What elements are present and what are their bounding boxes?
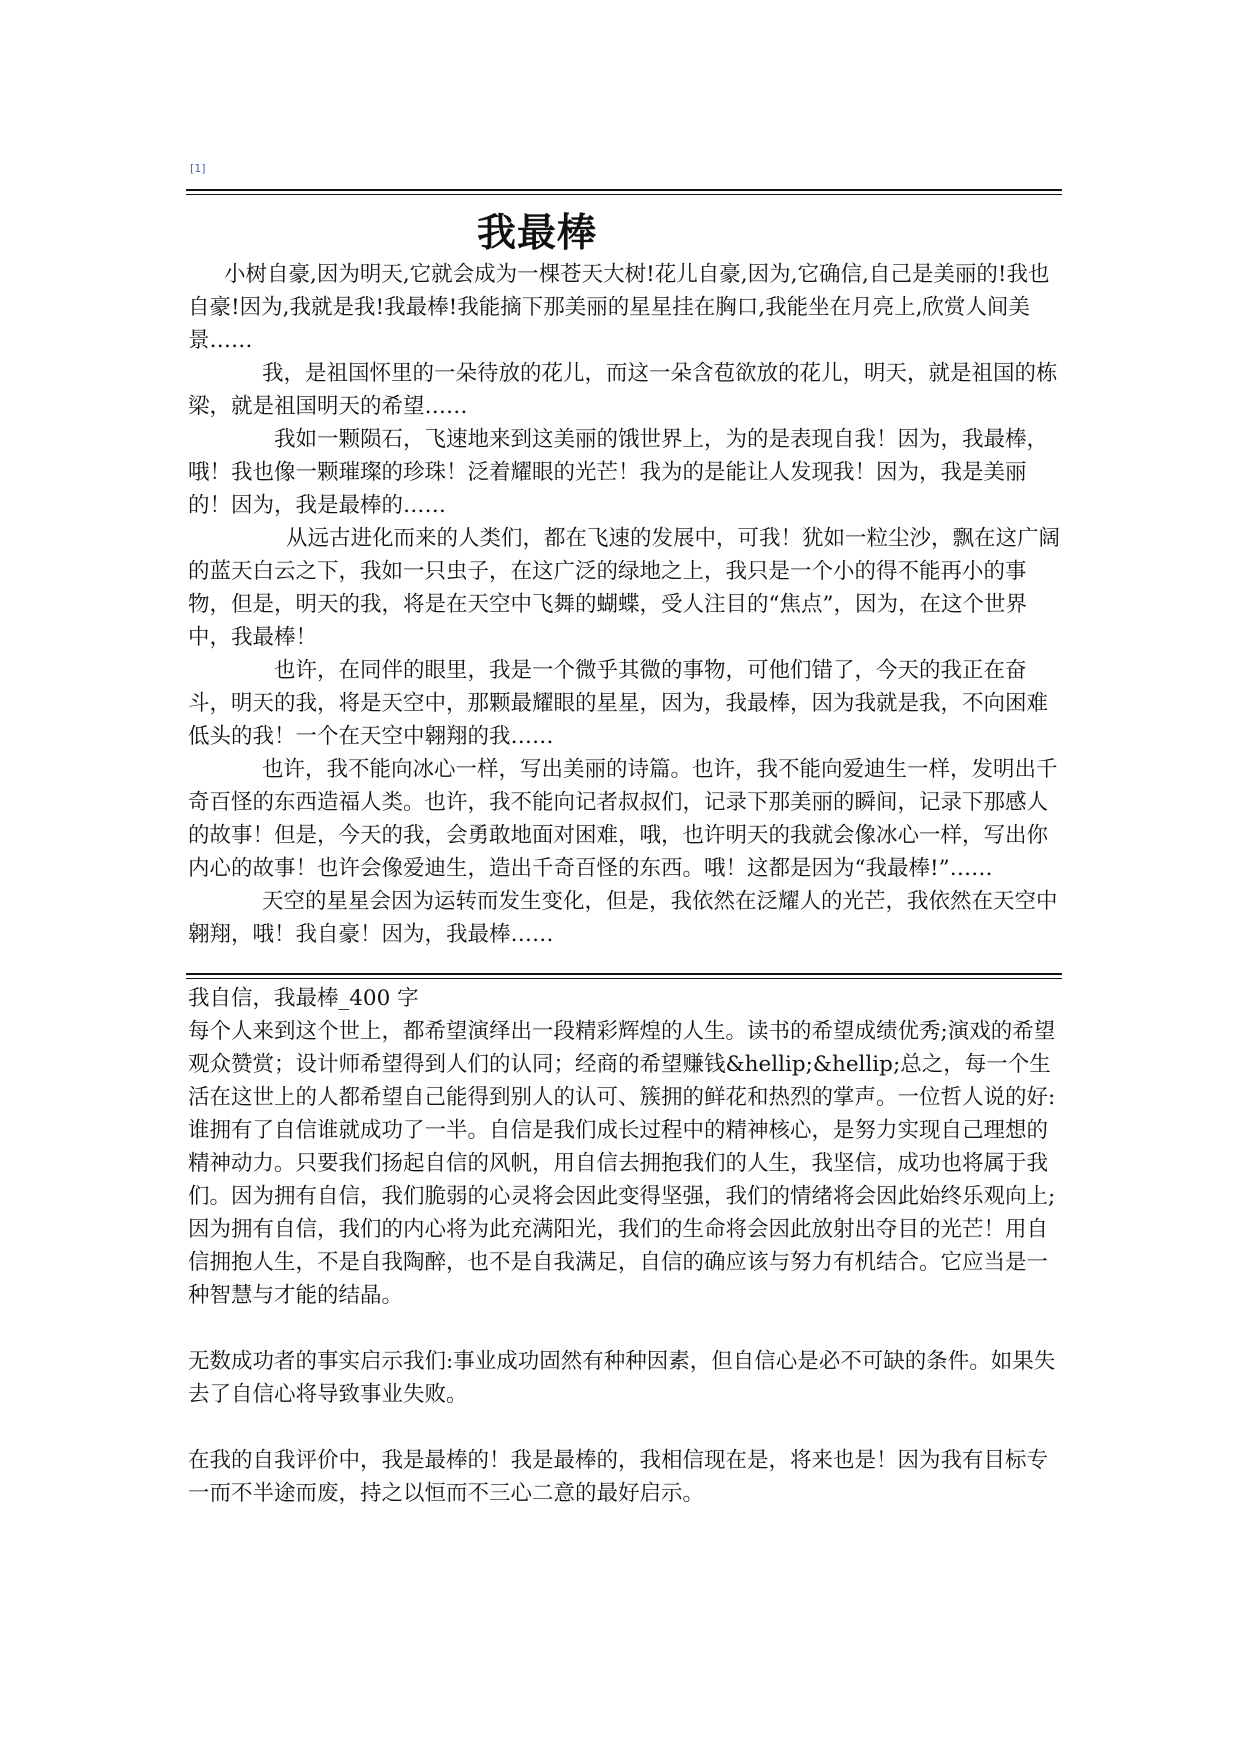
paragraph: 也许，我不能向冰心一样，写出美丽的诗篇。也许，我不能向爱迪生一样，发明出千奇百怪的东西造福人类。也许，我不能向记者叔叔们，记录下那美丽的瞬间，记录下那感人的故事！但是，今天的我，会勇敢地面对困难，哦，也许明天的我就会像冰心一样，写出你内心的故事！也许会像爱迪生，造出千奇百怪的东西。哦！这都是因为“我最棒!”……	[188, 757, 1058, 881]
paragraph: 每个人来到这个世上，都希望演绎出一段精彩辉煌的人生。读书的希望成绩优秀;演戏的希望观众赞赏；设计师希望得到人们的认同；经商的希望赚钱&hellip;&hellip;总之，每一个生活在这世上的人都希望自己能得到别人的认可、簇拥的鲜花和热烈的掌声。一位哲人说的好:谁拥有了自信谁就成功了一半。自信是我们成长过程中的精神核心，是努力实现自己理想的精神动力。只要我们扬起自信的风帆，用自信去拥抱我们的人生，我坚信，成功也将属于我们。因为拥有自信，我们脆弱的心灵将会因此变得坚强，我们的情绪将会因此始终乐观向上;因为拥有自信，我们的内心将为此充满阳光，我们的生命将会因此放射出夺目的光芒！用自信拥抱人生，不是自我陶醉，也不是自我满足，自信的确应该与努力有机结合。它应当是一种智慧与才能的结晶。	[188, 1019, 1056, 1308]
section-divider	[186, 973, 1062, 979]
paragraph: 我，是祖国怀里的一朵待放的花儿，而这一朵含苞欲放的花儿，明天，就是祖国的栋梁，就是祖国明天的希望……	[188, 361, 1058, 419]
paragraph: 也许，在同伴的眼里，我是一个微乎其微的事物，可他们错了，今天的我正在奋斗，明天的我，将是天空中，那颗最耀眼的星星，因为，我最棒，因为我就是我，不向困难低头的我！一个在天空中翱翔的我……	[188, 658, 1049, 749]
paragraph: 小树自豪,因为明天,它就会成为一棵苍天大树!花儿自豪,因为,它确信,自己是美丽的!我也自豪!因为,我就是我!我最棒!我能摘下那美丽的星星挂在胸口,我能坐在月亮上,欣赏人间美景……	[188, 262, 1050, 353]
footnote-marker[interactable]: [1]	[190, 162, 206, 175]
article-1-body	[188, 258, 1060, 951]
paragraph: 无数成功者的事实启示我们:事业成功固然有种种因素，但自信心是必不可缺的条件。如果失去了自信心将导致事业失败。	[188, 1349, 1056, 1407]
article-2-body	[188, 982, 1060, 1510]
paragraph: 天空的星星会因为运转而发生变化，但是，我依然在泛耀人的光芒，我依然在天空中翱翔，哦！我自豪！因为，我最棒……	[188, 889, 1058, 947]
header-divider	[186, 189, 1062, 195]
paragraph-gap	[188, 1411, 1060, 1444]
paragraph: 从远古进化而来的人类们，都在飞速的发展中，可我！犹如一粒尘沙，飘在这广阔的蓝天白云之下，我如一只虫子，在这广泛的绿地之上，我只是一个小的得不能再小的事物，但是，明天的我，将是在天空中飞舞的蝴蝶，受人注目的“焦点”，因为，在这个世界中，我最棒！	[188, 526, 1061, 650]
paragraph: 在我的自我评价中，我是最棒的！我是最棒的，我相信现在是，将来也是！因为我有目标专一而不半途而废，持之以恒而不三心二意的最好启示。	[188, 1448, 1049, 1506]
article-title: 我最棒	[476, 210, 597, 256]
paragraph-gap	[188, 1312, 1060, 1345]
paragraph: 我如一颗陨石，飞速地来到这美丽的饿世界上，为的是表现自我！因为，我最棒，哦！我也像一颗璀璨的珍珠！泛着耀眼的光芒！我为的是能让人发现我！因为，我是美丽的！因为，我是最棒的……	[188, 427, 1049, 518]
article-2-heading: 我自信，我最棒_400 字	[188, 986, 419, 1011]
